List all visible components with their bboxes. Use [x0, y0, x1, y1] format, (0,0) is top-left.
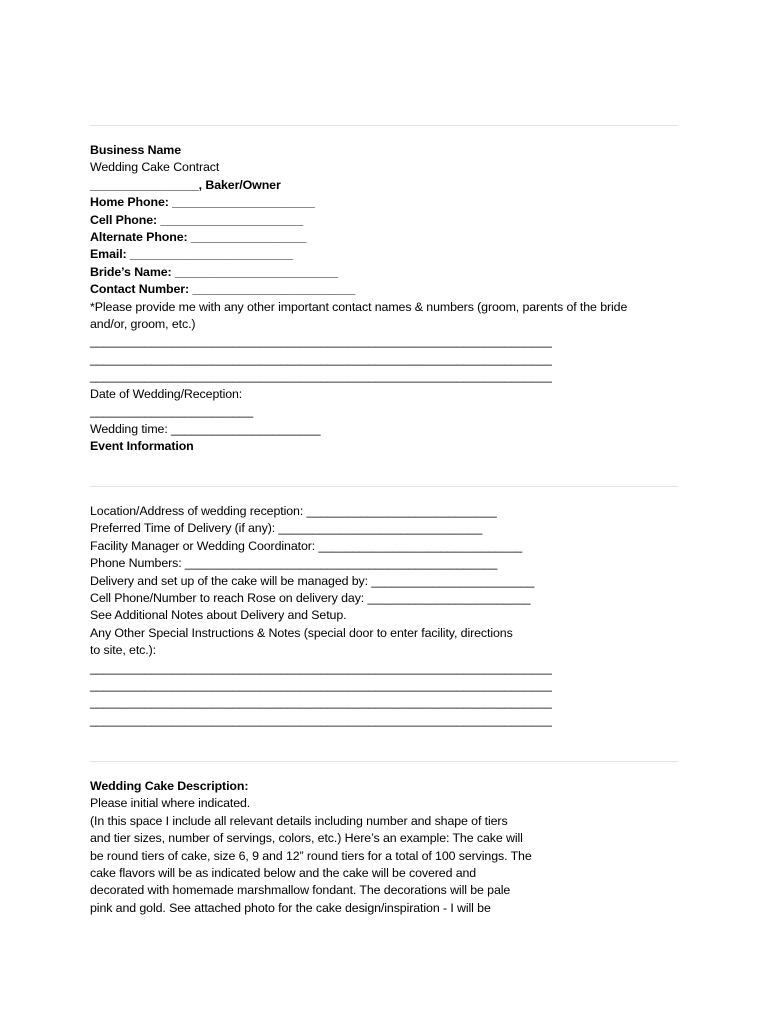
cake-description-section	[90, 778, 690, 917]
delivery-cell-field: Cell Phone/Number to reach Rose on delivery day: ________________________	[90, 591, 531, 606]
preferred-time-field: Preferred Time of Delivery (if any): ______________________________	[90, 521, 483, 536]
other-contacts-note: *Please provide me with any other important contact names & numbers (groom, parents of the bride	[90, 299, 628, 314]
blank-line: ____________________________________________________________________	[90, 695, 552, 710]
blank-line: ____________________________________________________________________	[90, 678, 552, 693]
description-line: decorated with homemade marshmallow fondant. The decorations will be pale	[90, 883, 511, 898]
blank-line: ____________________________________________________________________	[90, 334, 552, 349]
description-line: and tier sizes, number of servings, colors, etc.) Here’s an example: The cake will	[90, 831, 523, 846]
description-line: (In this space I include all relevant details including number and shape of tiers	[90, 813, 508, 828]
blank-line: ____________________________________________________________________	[90, 712, 552, 727]
location-field: Location/Address of wedding reception: ____________________________	[90, 504, 497, 518]
business-name: Business Name	[90, 143, 181, 157]
cake-description-heading: Wedding Cake Description:	[90, 779, 249, 793]
blank-line: ____________________________________________________________________	[90, 369, 552, 384]
delivery-managed-by-field: Delivery and set up of the cake will be managed by: ________________________	[90, 573, 535, 588]
event-information-heading: Event Information	[90, 438, 194, 453]
section-divider	[90, 125, 678, 126]
special-instructions-label-continued: to site, etc.):	[90, 643, 156, 658]
blank-line: ____________________________________________________________________	[90, 351, 552, 366]
section-divider	[90, 486, 678, 487]
other-contacts-note-continued: and/or, groom, etc.)	[90, 317, 196, 332]
contact-section	[90, 142, 690, 455]
wedding-time-field: Wedding time: ______________________	[90, 421, 321, 436]
facility-manager-field: Facility Manager or Wedding Coordinator: ______________________________	[90, 538, 523, 553]
initial-note: Please initial where indicated.	[90, 796, 251, 811]
brides-name-field: Bride’s Name: ________________________	[90, 264, 338, 279]
section-divider	[90, 761, 678, 762]
contract-title: Wedding Cake Contract	[90, 160, 220, 175]
email-field: Email: ________________________	[90, 247, 293, 262]
date-of-wedding-blank: ________________________	[90, 404, 253, 419]
contact-number-field: Contact Number: ________________________	[90, 282, 356, 297]
phone-numbers-field: Phone Numbers: ______________________________________________	[90, 556, 498, 571]
date-of-wedding-label: Date of Wedding/Reception:	[90, 386, 243, 401]
cell-phone-field: Cell Phone: _____________________	[90, 212, 304, 227]
blank-line: ____________________________________________________________________	[90, 660, 552, 675]
alternate-phone-field: Alternate Phone: _________________	[90, 230, 307, 245]
description-line: cake flavors will be as indicated below and the cake will be covered and	[90, 866, 477, 881]
see-notes-text: See Additional Notes about Delivery and Setup.	[90, 608, 347, 623]
description-line: pink and gold. See attached photo for the cake design/inspiration - I will be	[90, 900, 491, 915]
delivery-section	[90, 503, 690, 729]
baker-owner-field: ________________, Baker/Owner	[90, 177, 281, 192]
home-phone-field: Home Phone: _____________________	[90, 195, 315, 210]
special-instructions-label: Any Other Special Instructions & Notes (special door to enter facility, directions	[90, 625, 513, 640]
description-line: be round tiers of cake, size 6, 9 and 12” round tiers for a total of 100 servings. The	[90, 848, 532, 863]
